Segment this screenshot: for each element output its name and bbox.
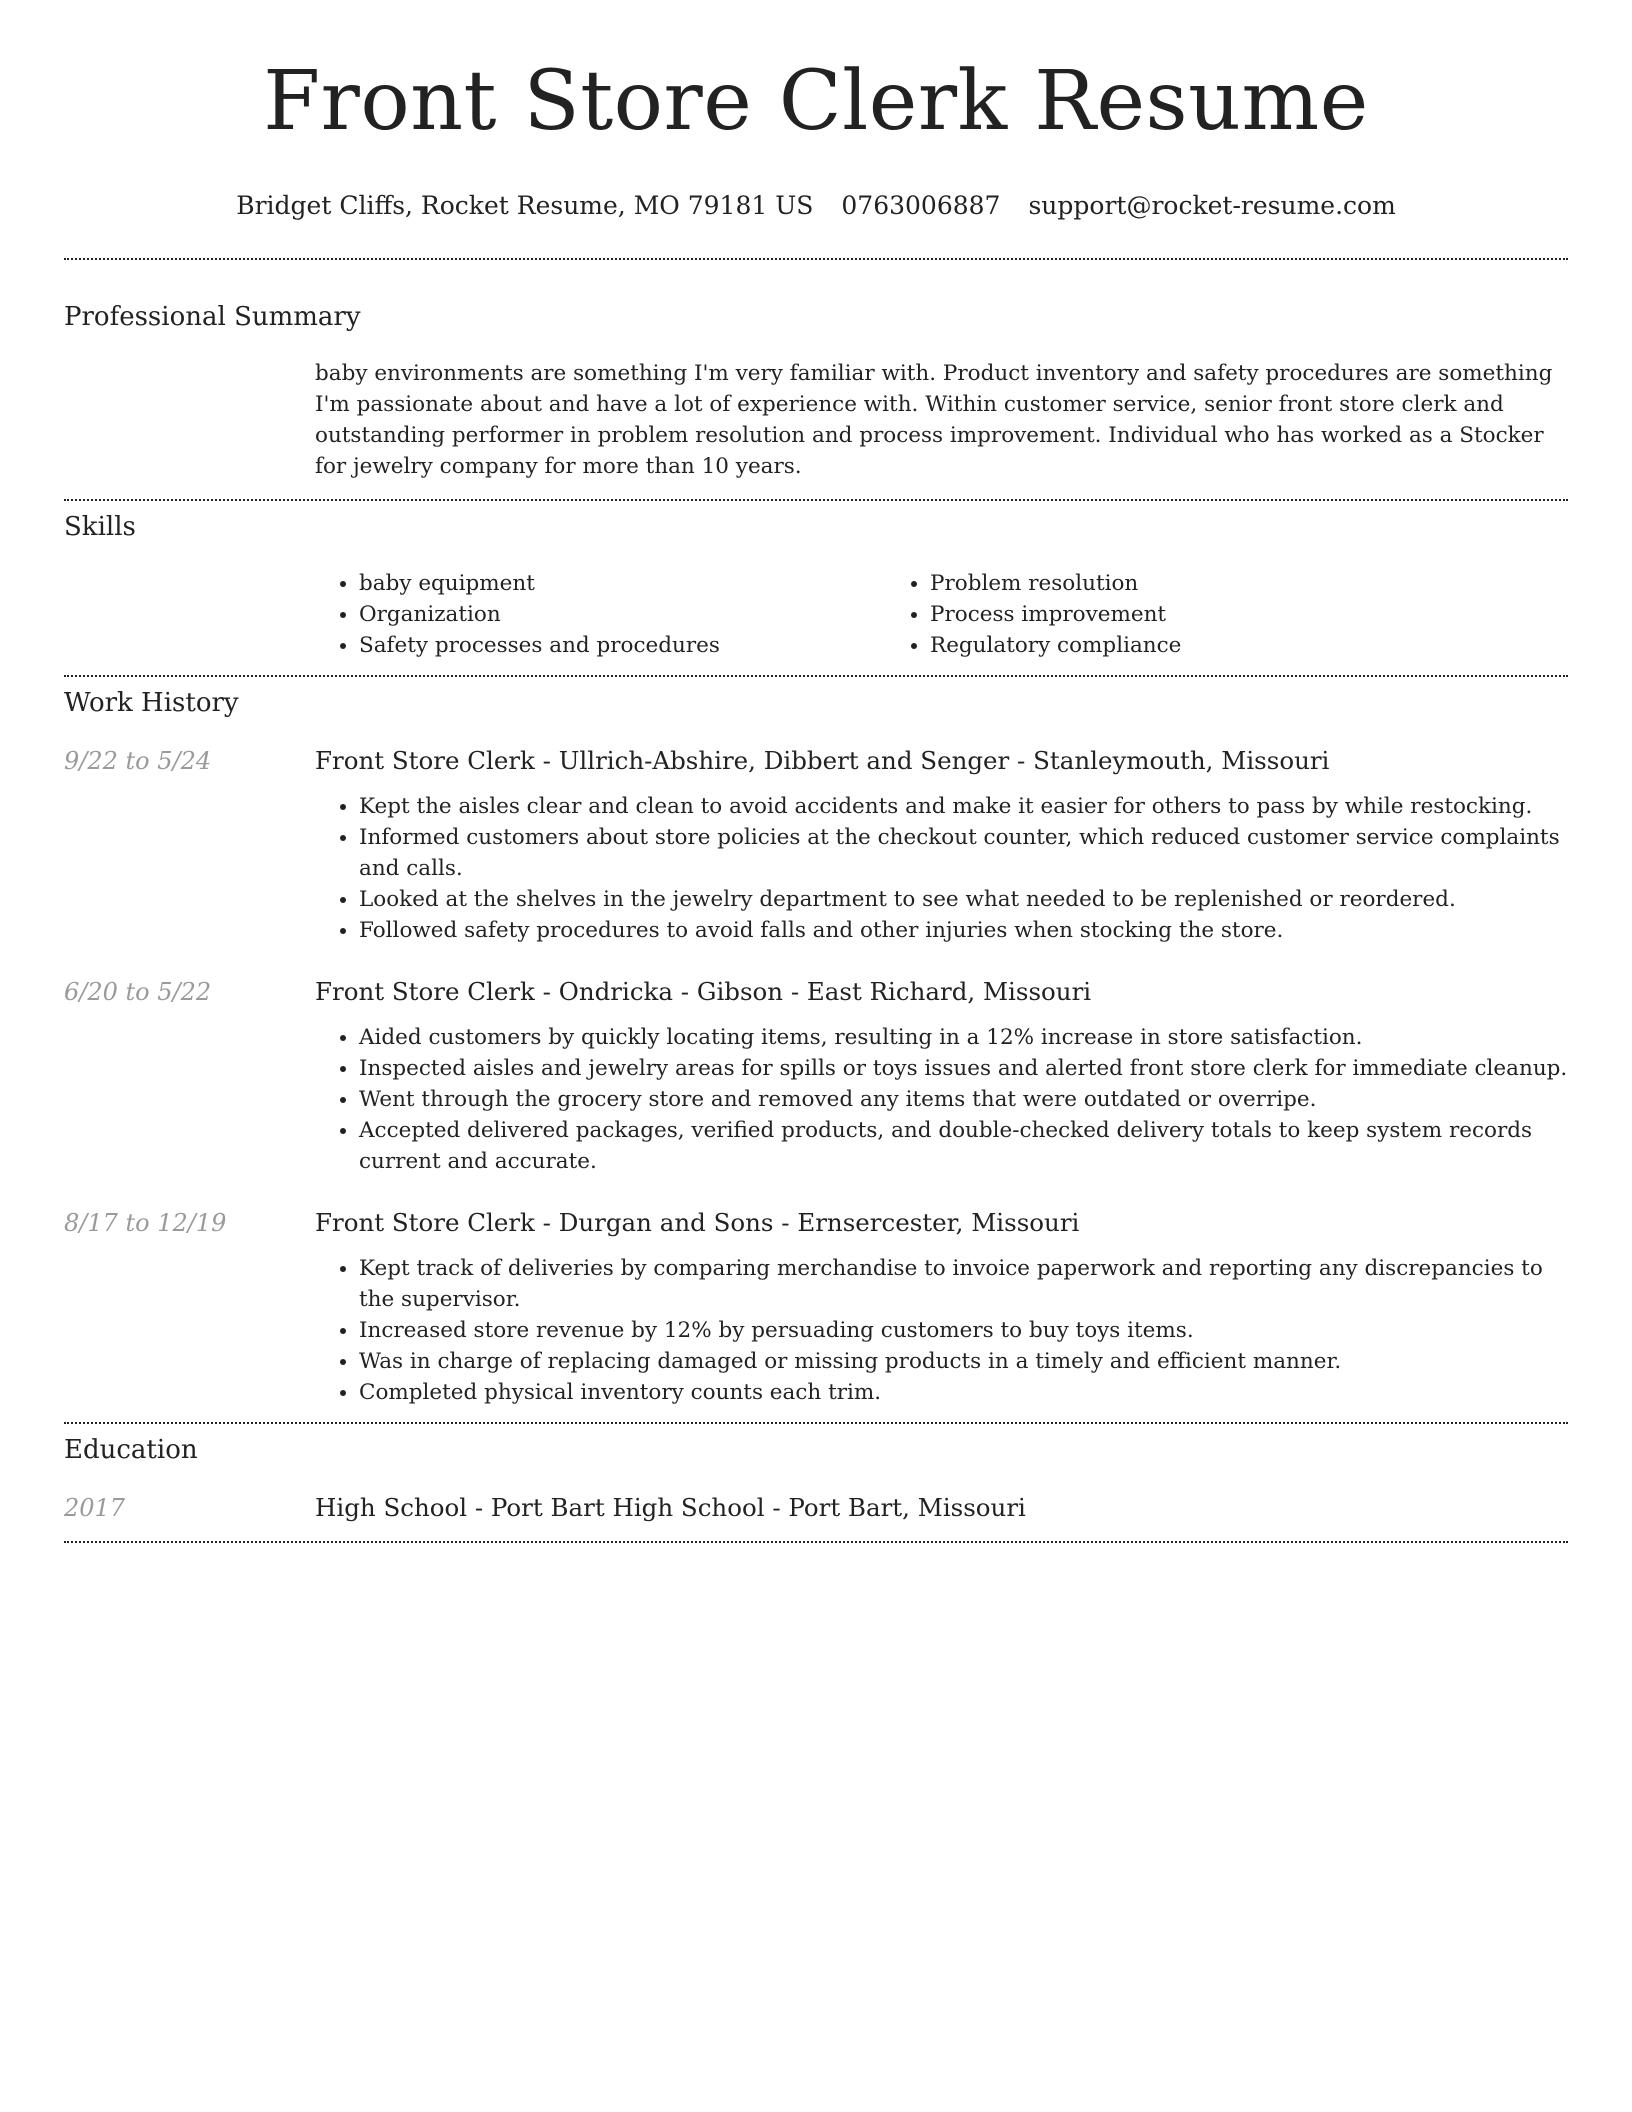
job-dates: 8/17 to 12/19 bbox=[64, 1209, 227, 1237]
job-role: Front Store Clerk bbox=[315, 1208, 535, 1237]
skills-section bbox=[64, 568, 1568, 661]
job-bullets bbox=[315, 1253, 1568, 1408]
job-dates: 6/20 to 5/22 bbox=[64, 978, 212, 1006]
divider bbox=[64, 258, 1568, 260]
skills-heading: Skills bbox=[64, 512, 136, 542]
job-bullet: • Completed physical inventory counts each trim. bbox=[359, 1377, 1568, 1408]
job-details: - Durgan and Sons - Ernsercester, Missouri bbox=[534, 1208, 1080, 1237]
skill-item: • Problem resolution bbox=[930, 568, 1457, 599]
job-title bbox=[315, 976, 1568, 1008]
skill-item: • Process improvement bbox=[930, 599, 1457, 630]
summary-text: baby environments are something I'm very familiar with. Product inventory and safety procedures are something I'm passionate about and have a lot of experience with. Within customer service, senior front store clerk and outstanding performer in problem resolution and process improvement. Individual who has worked as a Stocker for jewelry company for more than 10 years. bbox=[315, 361, 1553, 479]
contact-phone: 0763006887 bbox=[841, 191, 1001, 220]
job-bullet: • Increased store revenue by 12% by persuading customers to buy toys items. bbox=[359, 1315, 1568, 1346]
job-entry bbox=[64, 1207, 1568, 1408]
job-role: Front Store Clerk bbox=[315, 746, 535, 775]
contact-email: support@rocket-resume.com bbox=[1028, 191, 1396, 220]
divider bbox=[64, 499, 1568, 501]
skill-item: • Organization bbox=[359, 599, 886, 630]
divider bbox=[64, 1422, 1568, 1424]
skills-list-col1 bbox=[315, 568, 886, 661]
education-title bbox=[315, 1492, 1568, 1524]
job-bullet: • Went through the grocery store and removed any items that were outdated or overripe. bbox=[359, 1084, 1568, 1115]
job-bullets bbox=[315, 791, 1568, 946]
skill-item: • baby equipment bbox=[359, 568, 886, 599]
skill-item: • Regulatory compliance bbox=[930, 630, 1457, 661]
job-title bbox=[315, 745, 1568, 777]
education-heading: Education bbox=[64, 1435, 198, 1465]
job-title bbox=[315, 1207, 1568, 1239]
divider bbox=[64, 675, 1568, 677]
skills-list-col2 bbox=[886, 568, 1457, 661]
job-bullets bbox=[315, 1022, 1568, 1177]
work-heading: Work History bbox=[64, 688, 239, 718]
job-details: - Ullrich-Abshire, Dibbert and Senger - Stanleymouth, Missouri bbox=[534, 746, 1330, 775]
education-degree: High School bbox=[315, 1493, 468, 1522]
education-year: 2017 bbox=[64, 1494, 126, 1522]
education-entry bbox=[64, 1492, 1568, 1524]
job-entry bbox=[64, 976, 1568, 1177]
job-bullet: • Accepted delivered packages, verified products, and double-checked delivery totals to keep system records current and accurate. bbox=[359, 1115, 1568, 1177]
job-dates: 9/22 to 5/24 bbox=[64, 747, 212, 775]
job-bullet: • Kept the aisles clear and clean to avoid accidents and make it easier for others to pass by while restocking. bbox=[359, 791, 1568, 822]
job-details: - Ondricka - Gibson - East Richard, Missouri bbox=[534, 977, 1092, 1006]
job-bullet: • Followed safety procedures to avoid falls and other injuries when stocking the store. bbox=[359, 915, 1568, 946]
summary-section bbox=[64, 358, 1568, 482]
resume-title: Front Store Clerk Resume bbox=[263, 54, 1369, 149]
job-bullet: • Kept track of deliveries by comparing merchandise to invoice paperwork and reporting any discrepancies to the supervisor. bbox=[359, 1253, 1568, 1315]
contact-line bbox=[64, 190, 1568, 222]
job-role: Front Store Clerk bbox=[315, 977, 535, 1006]
contact-address: Bridget Cliffs, Rocket Resume, MO 79181 US bbox=[236, 191, 814, 220]
skill-item: • Safety processes and procedures bbox=[359, 630, 886, 661]
job-entry bbox=[64, 745, 1568, 946]
divider bbox=[64, 1541, 1568, 1543]
job-bullet: • Informed customers about store policies at the checkout counter, which reduced customer service complaints and calls. bbox=[359, 822, 1568, 884]
job-bullet: • Looked at the shelves in the jewelry department to see what needed to be replenished or reordered. bbox=[359, 884, 1568, 915]
education-details: - Port Bart High School - Port Bart, Missouri bbox=[467, 1493, 1026, 1522]
summary-heading: Professional Summary bbox=[64, 302, 361, 332]
job-bullet: • Was in charge of replacing damaged or missing products in a timely and efficient manner. bbox=[359, 1346, 1568, 1377]
job-bullet: • Inspected aisles and jewelry areas for spills or toys issues and alerted front store clerk for immediate cleanup. bbox=[359, 1053, 1568, 1084]
job-bullet: • Aided customers by quickly locating items, resulting in a 12% increase in store satisfaction. bbox=[359, 1022, 1568, 1053]
